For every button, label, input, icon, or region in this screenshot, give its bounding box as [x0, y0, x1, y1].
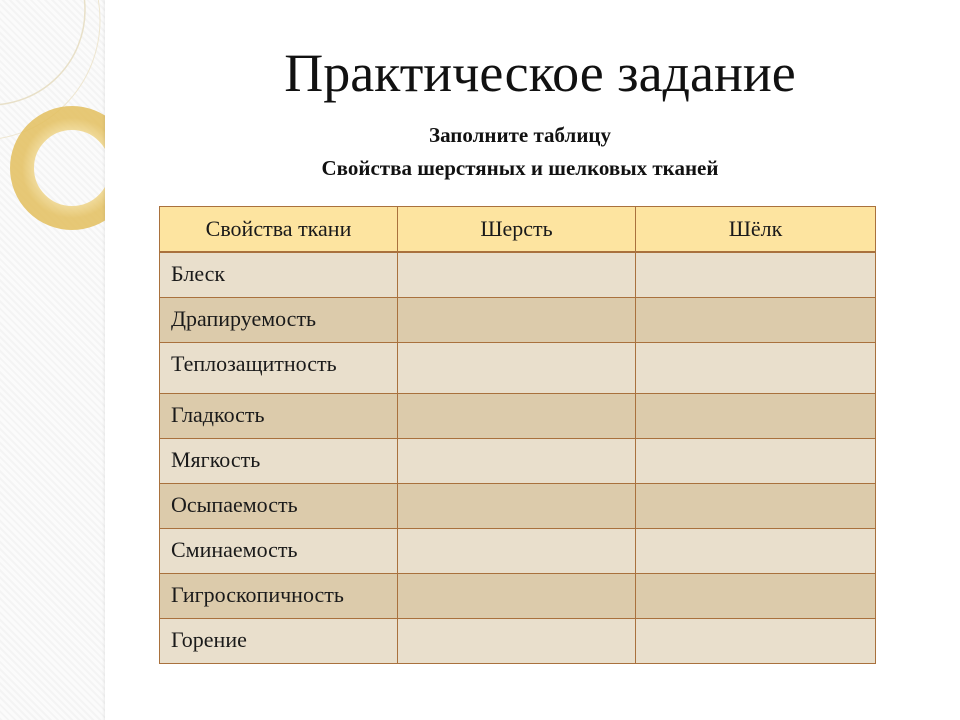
- thin-arc-shape: [0, 0, 85, 105]
- property-cell: Гигроскопичность: [160, 573, 398, 618]
- silk-cell[interactable]: [636, 438, 876, 483]
- table-row: [160, 483, 876, 528]
- decorative-side-strip: [0, 0, 105, 720]
- property-cell: Блеск: [160, 252, 398, 297]
- wool-cell[interactable]: [398, 483, 636, 528]
- table-row: [160, 438, 876, 483]
- page-title: Практическое задание: [284, 43, 796, 103]
- silk-cell[interactable]: [636, 393, 876, 438]
- wool-cell[interactable]: [398, 252, 636, 297]
- silk-cell[interactable]: [636, 252, 876, 297]
- property-cell: Теплозащитность: [160, 342, 398, 393]
- property-cell: Гладкость: [160, 393, 398, 438]
- table-row: [160, 573, 876, 618]
- table-row: [160, 252, 876, 297]
- silk-cell[interactable]: [636, 483, 876, 528]
- table-caption: Свойства шерстяных и шелковых тканей: [321, 156, 719, 180]
- wool-cell[interactable]: [398, 342, 636, 393]
- property-cell: Горение: [160, 618, 398, 663]
- instruction-text: Заполните таблицу: [428, 123, 612, 147]
- wool-cell[interactable]: [398, 393, 636, 438]
- property-cell: Сминаемость: [160, 528, 398, 573]
- property-cell: Драпируемость: [160, 297, 398, 342]
- decorative-rings-graphic: [0, 0, 105, 720]
- column-header-silk: Шёлк: [636, 207, 876, 253]
- silk-cell[interactable]: [636, 618, 876, 663]
- fabric-properties-table: [159, 206, 876, 664]
- silk-cell[interactable]: [636, 342, 876, 393]
- wool-cell[interactable]: [398, 438, 636, 483]
- property-cell: Осыпаемость: [160, 483, 398, 528]
- table-row: [160, 618, 876, 663]
- column-header-property: Свойства ткани: [160, 207, 398, 253]
- silk-cell[interactable]: [636, 297, 876, 342]
- silk-cell[interactable]: [636, 573, 876, 618]
- table-row: [160, 528, 876, 573]
- column-header-wool: Шерсть: [398, 207, 636, 253]
- gold-ring-shape: [22, 118, 105, 218]
- wool-cell[interactable]: [398, 573, 636, 618]
- wool-cell[interactable]: [398, 528, 636, 573]
- property-cell: Мягкость: [160, 438, 398, 483]
- table-header-row: [160, 207, 876, 253]
- table-row: [160, 393, 876, 438]
- silk-cell[interactable]: [636, 528, 876, 573]
- table-row: [160, 342, 876, 393]
- table-row: [160, 297, 876, 342]
- wool-cell[interactable]: [398, 297, 636, 342]
- wool-cell[interactable]: [398, 618, 636, 663]
